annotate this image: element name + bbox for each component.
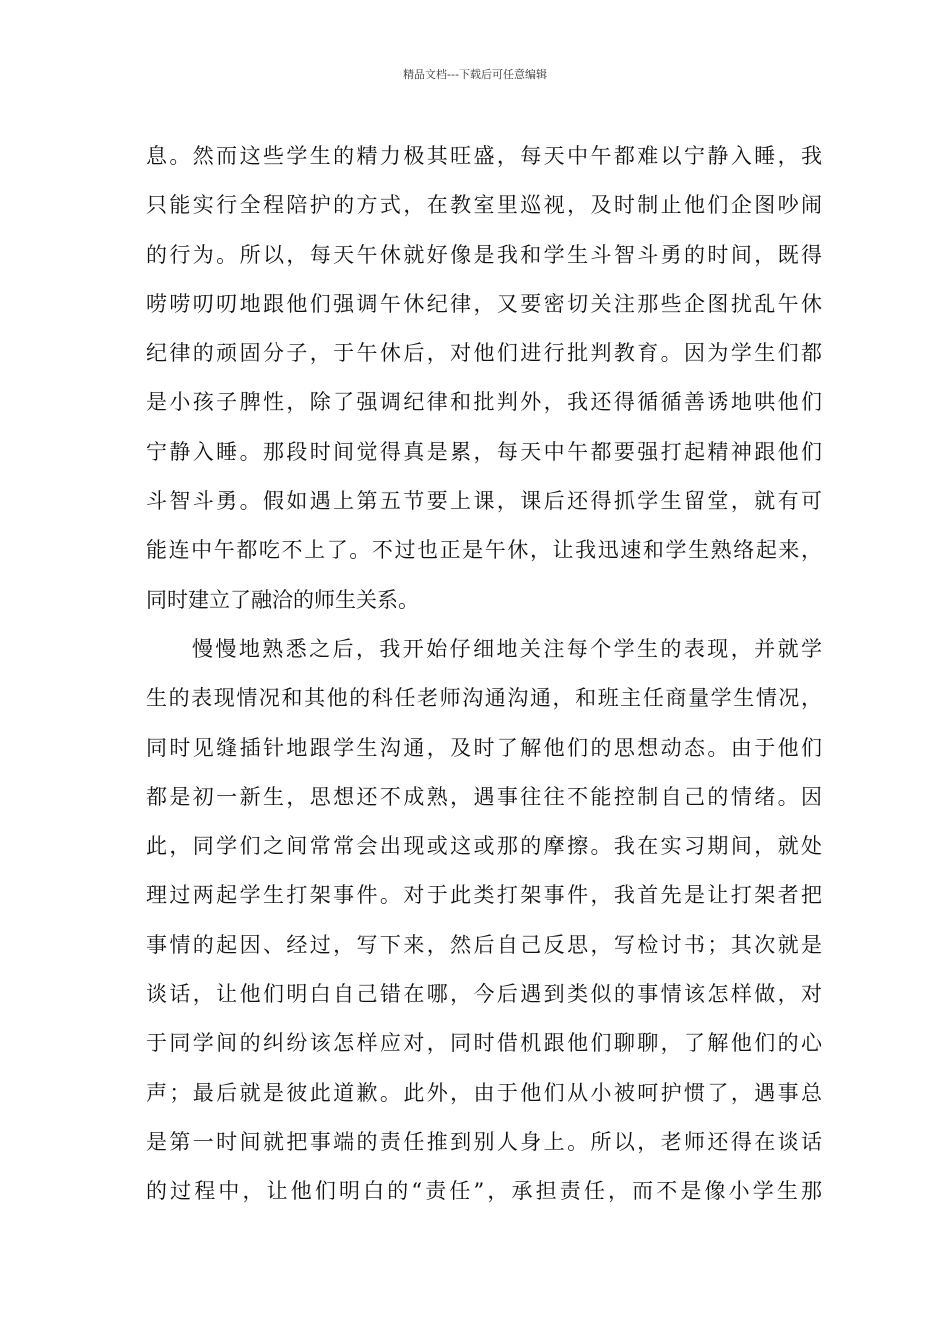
text-line: 纪律的顽固分子，于午休后，对他们进行批判教育。因为学生们都 (146, 341, 822, 366)
text-line: 能连中午都吃不上了。不过也正是午休，让我迅速和学生熟络起来， (146, 538, 822, 563)
text-line: 声；最后就是彼此道歉。此外，由于他们从小被呵护惯了，遇事总 (146, 1080, 822, 1105)
text-line: 都是初一新生，思想还不成熟，遇事往往不能控制自己的情绪。因 (146, 784, 822, 809)
text-line: 于同学间的纠纷该怎样应对，同时借机跟他们聊聊，了解他们的心 (146, 1031, 822, 1056)
text-line: 的行为。所以，每天午休就好像是我和学生斗智斗勇的时间，既得 (146, 242, 822, 267)
text-line: 唠唠叨叨地跟他们强调午休纪律，又要密切关注那些企图扰乱午休 (146, 291, 822, 316)
text-line: 斗智斗勇。假如遇上第五节要上课，课后还得抓学生留堂，就有可 (146, 489, 822, 514)
text-line: 谈话，让他们明白自己错在哪，今后遇到类似的事情该怎样做，对 (146, 982, 822, 1007)
text-line: 同时建立了融洽的师生关系。 (146, 587, 419, 612)
text-line: 理过两起学生打架事件。对于此类打架事件，我首先是让打架者把 (146, 883, 822, 908)
paragraph-1 (146, 132, 822, 625)
text-line: 生的表现情况和其他的科任老师沟通沟通，和班主任商量学生情况， (146, 686, 822, 711)
text-line: 是第一时间就把事端的责任推到别人身上。所以，老师还得在谈话 (146, 1129, 822, 1154)
document-body (146, 132, 822, 1217)
page-header: 精品文档---下载后可任意编辑 (403, 68, 547, 81)
text-line: 慢慢地熟悉之后，我开始仔细地关注每个学生的表现，并就学 (192, 636, 822, 661)
paragraph-2 (146, 625, 822, 1217)
text-line: 息。然而这些学生的精力极其旺盛，每天中午都难以宁静入睡，我 (146, 144, 822, 168)
text-line: 的过程中，让他们明白的“责任”，承担责任，而不是像小学生那 (146, 1179, 822, 1204)
text-line: 此，同学们之间常常会出现或这或那的摩擦。我在实习期间，就处 (146, 834, 822, 859)
text-line: 只能实行全程陪护的方式，在教室里巡视，及时制止他们企图吵闹 (146, 193, 822, 218)
text-line: 宁静入睡。那段时间觉得真是累，每天中午都要强打起精神跟他们 (146, 439, 822, 464)
text-line: 事情的起因、经过，写下来，然后自己反思，写检讨书；其次就是 (146, 932, 822, 957)
text-line: 同时见缝插针地跟学生沟通，及时了解他们的思想动态。由于他们 (146, 735, 822, 760)
text-line: 是小孩子脾性，除了强调纪律和批判外，我还得循循善诱地哄他们 (146, 390, 822, 415)
